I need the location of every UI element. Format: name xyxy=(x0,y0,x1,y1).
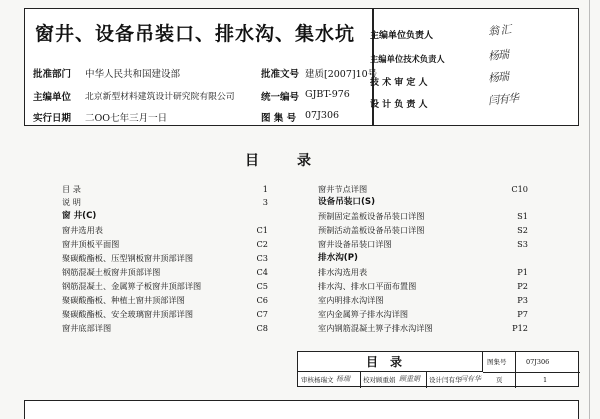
toc-item xyxy=(318,322,528,334)
divider xyxy=(483,372,580,373)
toc-item-page: S1 xyxy=(517,211,528,221)
toc-item-page: C2 xyxy=(256,239,268,249)
toc-item-page: P1 xyxy=(517,267,528,277)
toc-item xyxy=(62,294,268,306)
approval-dept-label: 批准部门 xyxy=(33,69,72,80)
toc-item xyxy=(318,266,528,278)
toc-item-text: 钢筋混凝土、金属箅子板窗井顶部详图 xyxy=(62,281,202,291)
toc-item-page: C10 xyxy=(511,184,528,194)
toc-item xyxy=(62,322,268,334)
toc-item-text: 窗井底部详图 xyxy=(62,323,112,333)
check-name: 顾重娟 xyxy=(376,376,396,384)
toc-item xyxy=(62,183,268,195)
responsible-row xyxy=(370,91,519,110)
signature: 杨瑞 xyxy=(487,47,509,64)
toc-item xyxy=(318,280,528,292)
toc-item-page: C3 xyxy=(256,253,268,263)
divider xyxy=(515,352,516,372)
toc-item-page: 3 xyxy=(262,197,268,207)
approval-dept: 中华人民共和国建设部 xyxy=(85,69,181,80)
toc-section-text: 窗 井(C) xyxy=(62,211,97,221)
toc-item xyxy=(318,183,528,195)
toc-item-text: 室内明排水沟详图 xyxy=(318,295,384,305)
toc-item-page: S2 xyxy=(517,225,528,235)
toc-section xyxy=(318,196,528,208)
page-no: 1 xyxy=(543,376,548,384)
atlas-no-value: 07J306 xyxy=(526,358,550,366)
check-signature: 顾重娟 xyxy=(399,375,420,383)
design-name: 闫有华 xyxy=(442,376,462,384)
toc-item-page: C7 xyxy=(256,309,268,319)
page-label: 页 xyxy=(496,376,503,384)
toc-section xyxy=(318,252,528,264)
toc-item-page: P3 xyxy=(517,295,528,305)
toc-item-page: S3 xyxy=(517,239,528,249)
toc-section-text: 设备吊装口(S) xyxy=(318,197,376,207)
responsible-label: 设 计 负 责 人 xyxy=(370,100,428,110)
toc-item xyxy=(318,294,528,306)
toc-item-text: 窗井选用表 xyxy=(62,225,103,235)
design-label: 设计 xyxy=(429,376,442,384)
divider xyxy=(515,372,516,388)
unified-no-label: 统一编号 xyxy=(261,92,300,103)
toc-item-text: 窗井节点详图 xyxy=(318,184,368,194)
toc-item-text: 室内金属箅子排水沟详图 xyxy=(318,309,409,319)
approval-doc-label: 批准文号 xyxy=(261,69,300,80)
toc-item-text: 窗井顶板平面图 xyxy=(62,239,120,249)
toc-item xyxy=(62,308,268,320)
responsible-row xyxy=(370,47,509,65)
approval-doc: 建质[2007]10号 xyxy=(305,69,378,80)
toc-item-text: 说 明 xyxy=(62,197,81,207)
editor-unit: 北京新型材料建筑设计研究院有限公司 xyxy=(85,92,235,102)
atlas-title: 窗井、设备吊装口、排水沟、集水坑 xyxy=(35,23,356,45)
toc-item-page: C6 xyxy=(256,295,268,305)
signature: 翁 汇 xyxy=(487,22,512,39)
signature: 杨瑞 xyxy=(487,69,509,86)
toc-item-page: P12 xyxy=(512,323,528,333)
toc-item xyxy=(318,238,528,250)
toc-item-text: 排水沟选用表 xyxy=(318,267,368,277)
toc-item-page: C1 xyxy=(256,225,268,235)
contents-title: 目录 xyxy=(245,153,349,169)
toc-item xyxy=(62,252,268,264)
toc-item-page: C5 xyxy=(256,281,268,291)
toc-item-text: 聚碳酸酯板、安全玻璃窗井顶部详图 xyxy=(62,309,194,319)
toc-item-page: C8 xyxy=(256,323,268,333)
toc-item-text: 室内钢筋混凝土箅子排水沟详图 xyxy=(318,323,433,333)
responsible-label: 主编单位技术负责人 xyxy=(370,54,445,64)
next-page-edge xyxy=(24,400,579,419)
toc-item xyxy=(62,238,268,250)
design-signature: 闫有华 xyxy=(460,375,481,383)
atlas-no: 07J306 xyxy=(305,110,340,121)
toc-item xyxy=(318,224,528,236)
title-block-name: 目录 xyxy=(298,352,483,372)
toc-item xyxy=(62,196,268,208)
toc-item-page: C4 xyxy=(256,267,268,277)
toc-item-text: 预制固定盖板设备吊装口详图 xyxy=(318,211,425,221)
toc-item xyxy=(62,280,268,292)
unified-no: GJBT-976 xyxy=(305,89,350,100)
review-signature: 杨瑞 xyxy=(336,375,350,383)
divider xyxy=(360,372,361,388)
divider xyxy=(426,372,427,388)
atlas-no-label: 图集号 xyxy=(487,358,507,366)
toc-section xyxy=(62,210,268,222)
scan-edge xyxy=(589,0,590,419)
effective-date: 二OO七年三月一日 xyxy=(85,113,168,124)
responsible-label: 主编单位负责人 xyxy=(370,31,434,41)
editor-unit-label: 主编单位 xyxy=(33,92,72,103)
toc-item-text: 窗井设备吊装口详图 xyxy=(318,239,392,249)
effective-date-label: 实行日期 xyxy=(33,113,72,124)
responsible-label: 技 术 审 定 人 xyxy=(370,78,428,88)
toc-item-text: 钢筋混凝土板窗井顶部详图 xyxy=(62,267,161,277)
toc-item-text: 聚碳酸酯板、压型钢板窗井顶部详图 xyxy=(62,253,194,263)
toc-item xyxy=(62,266,268,278)
toc-section-text: 排水沟(P) xyxy=(318,253,358,263)
toc-item-text: 预制活动盖板设备吊装口详图 xyxy=(318,225,425,235)
toc-item-text: 目 录 xyxy=(62,184,81,194)
toc-item-text: 聚碳酸酯板、种植土窗井顶部详图 xyxy=(62,295,185,305)
signature: 闫有华 xyxy=(487,91,519,108)
toc-item xyxy=(62,224,268,236)
title-block xyxy=(297,351,579,387)
toc-item xyxy=(318,308,528,320)
toc-item-text: 排水沟、排水口平面布置图 xyxy=(318,281,417,291)
toc-item-page: P7 xyxy=(517,309,528,319)
review-name: 杨瑞文 xyxy=(314,376,334,384)
check-label: 校对 xyxy=(363,376,376,384)
atlas-no-label: 图 集 号 xyxy=(261,113,297,124)
responsible-row xyxy=(370,69,509,88)
toc-item-page: 1 xyxy=(262,184,268,194)
responsible-row xyxy=(370,22,512,41)
toc-item-page: P2 xyxy=(517,281,528,291)
toc-item xyxy=(318,210,528,222)
review-label: 审核 xyxy=(301,376,314,384)
